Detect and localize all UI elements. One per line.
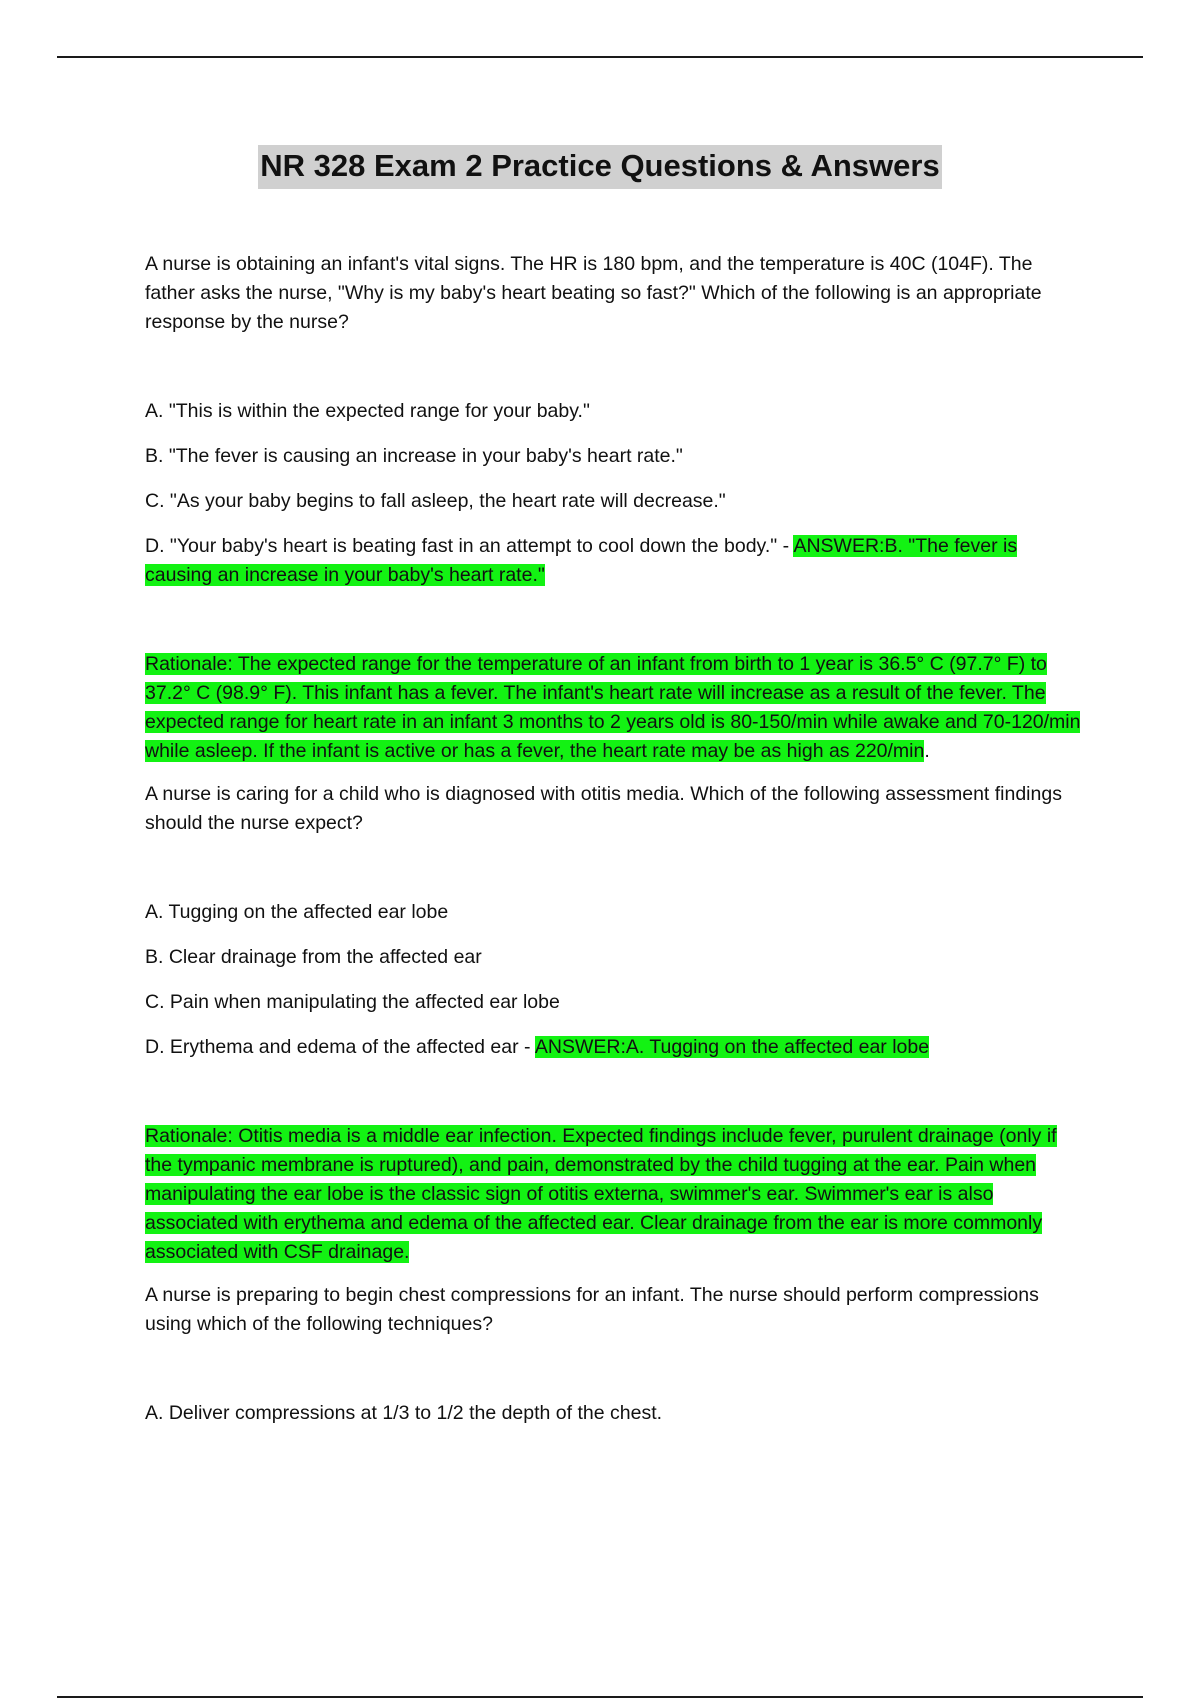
question-2-option-c: C. Pain when manipulating the affected ear lobe	[145, 991, 560, 1013]
question-1-option-b: B. "The fever is causing an increase in your baby's heart rate."	[145, 445, 683, 467]
question-2-option-a: A. Tugging on the affected ear lobe	[145, 901, 449, 923]
question-2-rationale: Rationale: Otitis media is a middle ear infection. Expected findings include fever, purulent drainage (only if the tympanic membrane is ruptured), and pain, demonstrated by the child tugging at the ear. Pain when manipulating the ear lobe is the classic sign of otitis externa, swimmer's ear. Swimmer's ear is also associated with erythema and edema of the affected ear. Clear drainage from the ear is more commonly associated with CSF drainage.	[145, 1125, 1057, 1263]
question-1-option-d-with-answer	[145, 532, 1085, 590]
document-body	[145, 250, 1085, 1444]
footer-rule	[57, 1696, 1143, 1698]
question-3-stem: A nurse is preparing to begin chest compressions for an infant. The nurse should perform compressions using which of the following techniques?	[145, 1284, 1039, 1335]
title-block	[0, 145, 1200, 189]
question-2-option-b: B. Clear drainage from the affected ear	[145, 946, 482, 968]
document-title: NR 328 Exam 2 Practice Questions & Answers	[258, 145, 941, 189]
question-3-option-a: A. Deliver compressions at 1/3 to 1/2 the depth of the chest.	[145, 1402, 663, 1424]
question-1-stem: A nurse is obtaining an infant's vital signs. The HR is 180 bpm, and the temperature is 40C (104F). The father asks the nurse, "Why is my baby's heart beating so fast?" Which of the following is an appropriate response by the nurse?	[145, 253, 1042, 333]
question-1-rationale-suffix: .	[924, 740, 930, 762]
question-2-answer: ANSWER:A. Tugging on the affected ear lobe	[534, 1036, 930, 1058]
question-1-rationale-paragraph	[145, 650, 1085, 766]
question-2-option-d-with-answer	[145, 1033, 1085, 1062]
question-2-option-d: D. Erythema and edema of the affected ear -	[145, 1036, 531, 1058]
question-2-stem: A nurse is caring for a child who is diagnosed with otitis media. Which of the following assessment findings should the nurse expect?	[145, 783, 1062, 834]
question-1-answer: ANSWER:B. "The fever is causing an increase in your baby's heart rate."	[145, 535, 1018, 586]
question-1-option-d: D. "Your baby's heart is beating fast in an attempt to cool down the body." -	[145, 535, 790, 557]
header-rule	[57, 56, 1143, 58]
question-1-option-c: C. "As your baby begins to fall asleep, the heart rate will decrease."	[145, 490, 726, 512]
question-2-rationale-paragraph	[145, 1122, 1085, 1267]
question-1-option-a: A. "This is within the expected range for your baby."	[145, 400, 590, 422]
question-1-rationale: Rationale: The expected range for the temperature of an infant from birth to 1 year is 36.5° C (97.7° F) to 37.2° C (98.9° F). This infant has a fever. The infant's heart rate will increase as a result of the fever. The expected range for heart rate in an infant 3 months to 2 years old is 80-150/min while awake and 70-120/min while asleep. If the infant is active or has a fever, the heart rate may be as high as 220/min	[145, 653, 1081, 762]
